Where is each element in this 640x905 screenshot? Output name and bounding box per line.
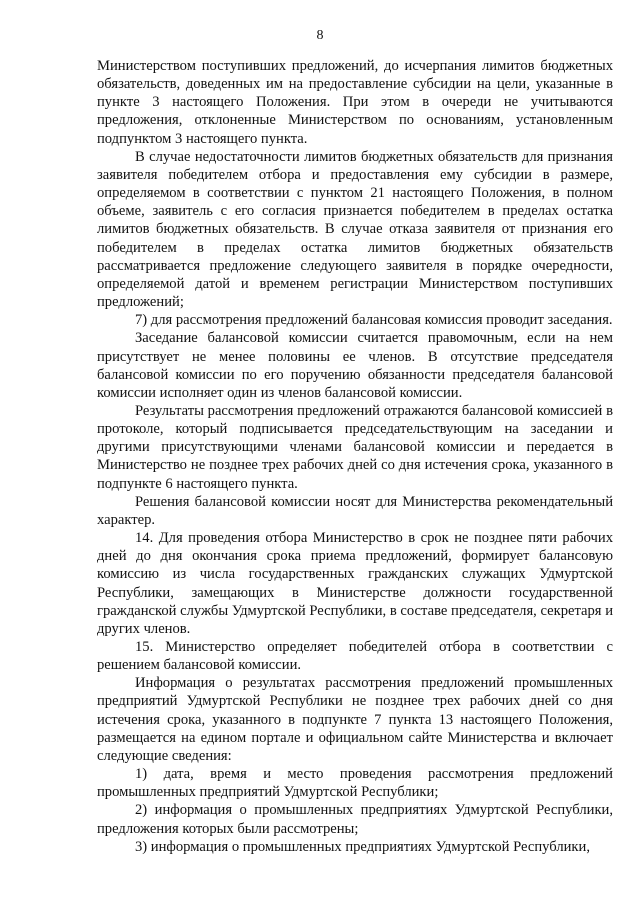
paragraph: 14. Для проведения отбора Министерство в срок не позднее пяти рабочих дней до дня окончания срока приема предложений, формирует балансовую комиссию из числа государственных гражданских служащих Удмуртской Республики, замещающих в Министерстве должности государственной гражданской службы Удмуртской Республики, в составе председателя, секретаря и других членов. <box>97 530 613 637</box>
paragraph: 1) дата, время и место проведения рассмотрения предложений промышленных предприятий Удмуртской Республики; <box>97 766 613 801</box>
paragraph: Заседание балансовой комиссии считается правомочным, если на нем присутствует не менее половины ее членов. В отсутствие председателя балансовой комиссии по его поручению обязанности председателя балансовой комиссии исполняет один из членов балансовой комиссии. <box>97 330 613 401</box>
paragraph: Министерством поступивших предложений, до исчерпания лимитов бюджетных обязательств, доведенных им на предоставление субсидии на цели, указанные в пункте 3 настоящего Положения. При этом в очереди не учитываются предложения, отклоненные Министерством по основаниям, установленным подпунктом 3 настоящего пункта. <box>97 58 613 147</box>
paragraph: Решения балансовой комиссии носят для Министерства рекомендательный характер. <box>97 493 613 528</box>
paragraph: 2) информация о промышленных предприятиях Удмуртской Республики, предложения которых были рассмотрены; <box>97 802 613 837</box>
paragraph: 7) для рассмотрения предложений балансовая комиссия проводит заседания. <box>135 312 613 329</box>
page-number: 8 <box>316 28 324 43</box>
paragraph: В случае недостаточности лимитов бюджетных обязательств для признания заявителя победителем отбора и предоставления ему субсидии в размере, определяемом в соответствии с пунктом 21 настоящего Положения, в полном объеме, заявитель с его согласия признается победителем в пределах остатка лимитов бюджетных обязательств. В случае отказа заявителя от признания его победителем в пределах остатка лимитов бюджетных обязательств рассматривается предложение следующего заявителя в порядке очередности, определяемой датой и временем регистрации Министерством поступивших предложений; <box>97 148 613 311</box>
paragraph: Результаты рассмотрения предложений отражаются балансовой комиссией в протоколе, который подписывается председательствующим на заседании и другими присутствующими членами балансовой комиссии и передается в Министерство не позднее трех рабочих дней со дня истечения срока, указанного в подпункте 6 настоящего пункта. <box>97 402 613 492</box>
paragraph: 3) информация о промышленных предприятиях Удмуртской Республики, <box>135 838 590 855</box>
document-body <box>97 57 613 856</box>
paragraph: Информация о результатах рассмотрения предложений промышленных предприятий Удмуртской Республики не позднее трех рабочих дней со дня истечения срока, указанного в подпункте 7 пункта 13 настоящего Положения, размещается на едином портале и официальном сайте Министерства и включает следующие сведения: <box>97 675 613 764</box>
paragraph: 15. Министерство определяет победителей отбора в соответствии с решением балансовой комиссии. <box>97 639 613 674</box>
